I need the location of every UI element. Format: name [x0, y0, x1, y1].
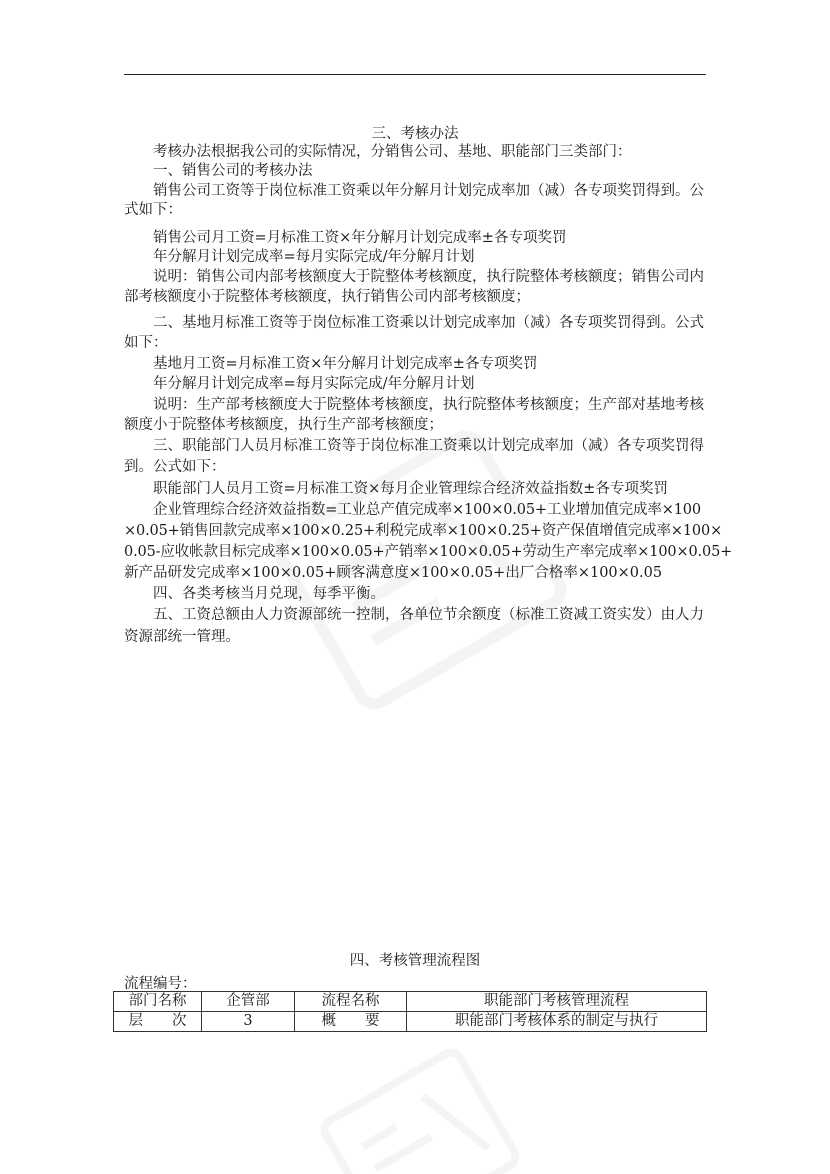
table-cell-process-name-label: 流程名称 [295, 992, 407, 1012]
paragraph-line: 到。公式如下： [124, 459, 226, 475]
paragraph-line: 二、基地月标准工资等于岗位标准工资乘以计划完成率加（减）各专项奖罚得到。公式 [153, 315, 704, 331]
flow-number-label: 流程编号： [124, 976, 197, 992]
paragraph-line: 考核办法根据我公司的实际情况，分销售公司、基地、职能部门三类部门： [153, 144, 632, 160]
paragraph-line: 说明：生产部考核额度大于院整体考核额度，执行院整体考核额度；生产部对基地考核 [153, 397, 704, 413]
process-info-table [113, 991, 707, 1032]
formula-line: 年分解月计划完成率=每月实际完成/年分解月计划 [153, 249, 475, 265]
header-rule [124, 74, 706, 75]
formula-line: 基地月工资=月标准工资×年分解月计划完成率±各专项奖罚 [153, 356, 538, 372]
formula-line: 销售公司月工资=月标准工资×年分解月计划完成率±各专项奖罚 [153, 230, 567, 246]
table-cell-summary-label: 概 要 [295, 1012, 407, 1032]
formula-line: 年分解月计划完成率=每月实际完成/年分解月计划 [153, 376, 475, 392]
paragraph-line: 资源部统一管理。 [124, 629, 240, 645]
paragraph-line: 五、工资总额由人力资源部统一控制，各单位节余额度（标准工资减工资实发）由人力 [153, 607, 704, 623]
formula-line: 职能部门人员月工资=月标准工资×每月企业管理综合经济效益指数±各专项奖罚 [153, 481, 668, 497]
formula-line: 0.05-应收帐款目标完成率×100×0.05+产销率×100×0.05+劳动生产率完成率×100×0.05+ [124, 544, 733, 560]
formula-line: 企业管理综合经济效益指数=工业总产值完成率×100×0.05+工业增加值完成率×100 [153, 502, 701, 518]
paragraph-line: 如下： [124, 335, 168, 351]
formula-line: 新产品研发完成率×100×0.05+顾客满意度×100×0.05+出厂合格率×100×0.05 [124, 565, 663, 581]
table-row [114, 1012, 707, 1032]
paragraph-line: 四、各类考核当月兑现，每季平衡。 [153, 586, 385, 602]
section-title-flowchart: 四、考核管理流程图 [349, 953, 481, 969]
table-cell-dept-name-label: 部门名称 [114, 992, 202, 1012]
paragraph-line: 说明：销售公司内部考核额度大于院整体考核额度，执行院整体考核额度；销售公司内 [153, 269, 704, 285]
paragraph-line: 式如下： [124, 202, 182, 218]
paragraph-line: 部考核额度小于院整体考核额度，执行销售公司内部考核额度； [124, 289, 530, 305]
table-cell-level-value: 3 [202, 1012, 295, 1032]
paragraph-line: 三、职能部门人员月标准工资等于岗位标准工资乘以计划完成率加（减）各专项奖罚得 [153, 438, 704, 454]
table-cell-process-name-value: 职能部门考核管理流程 [407, 992, 707, 1012]
paragraph-line: 一、销售公司的考核办法 [153, 163, 313, 179]
section-title-assessment-method: 三、考核办法 [371, 126, 459, 142]
table-cell-level-label: 层 次 [114, 1012, 202, 1032]
paragraph-line: 额度小于院整体考核额度，执行生产部考核额度； [124, 417, 443, 433]
paragraph-line: 销售公司工资等于岗位标准工资乘以年分解月计划完成率加（减）各专项奖罚得到。公 [153, 183, 704, 199]
formula-line: ×0.05+销售回款完成率×100×0.25+利税完成率×100×0.25+资产保值增值完成率×100× [124, 523, 723, 539]
watermark-logo-bottom [290, 1040, 550, 1174]
table-row [114, 992, 707, 1012]
table-cell-summary-value: 职能部门考核体系的制定与执行 [407, 1012, 707, 1032]
table-cell-dept-name-value: 企管部 [202, 992, 295, 1012]
